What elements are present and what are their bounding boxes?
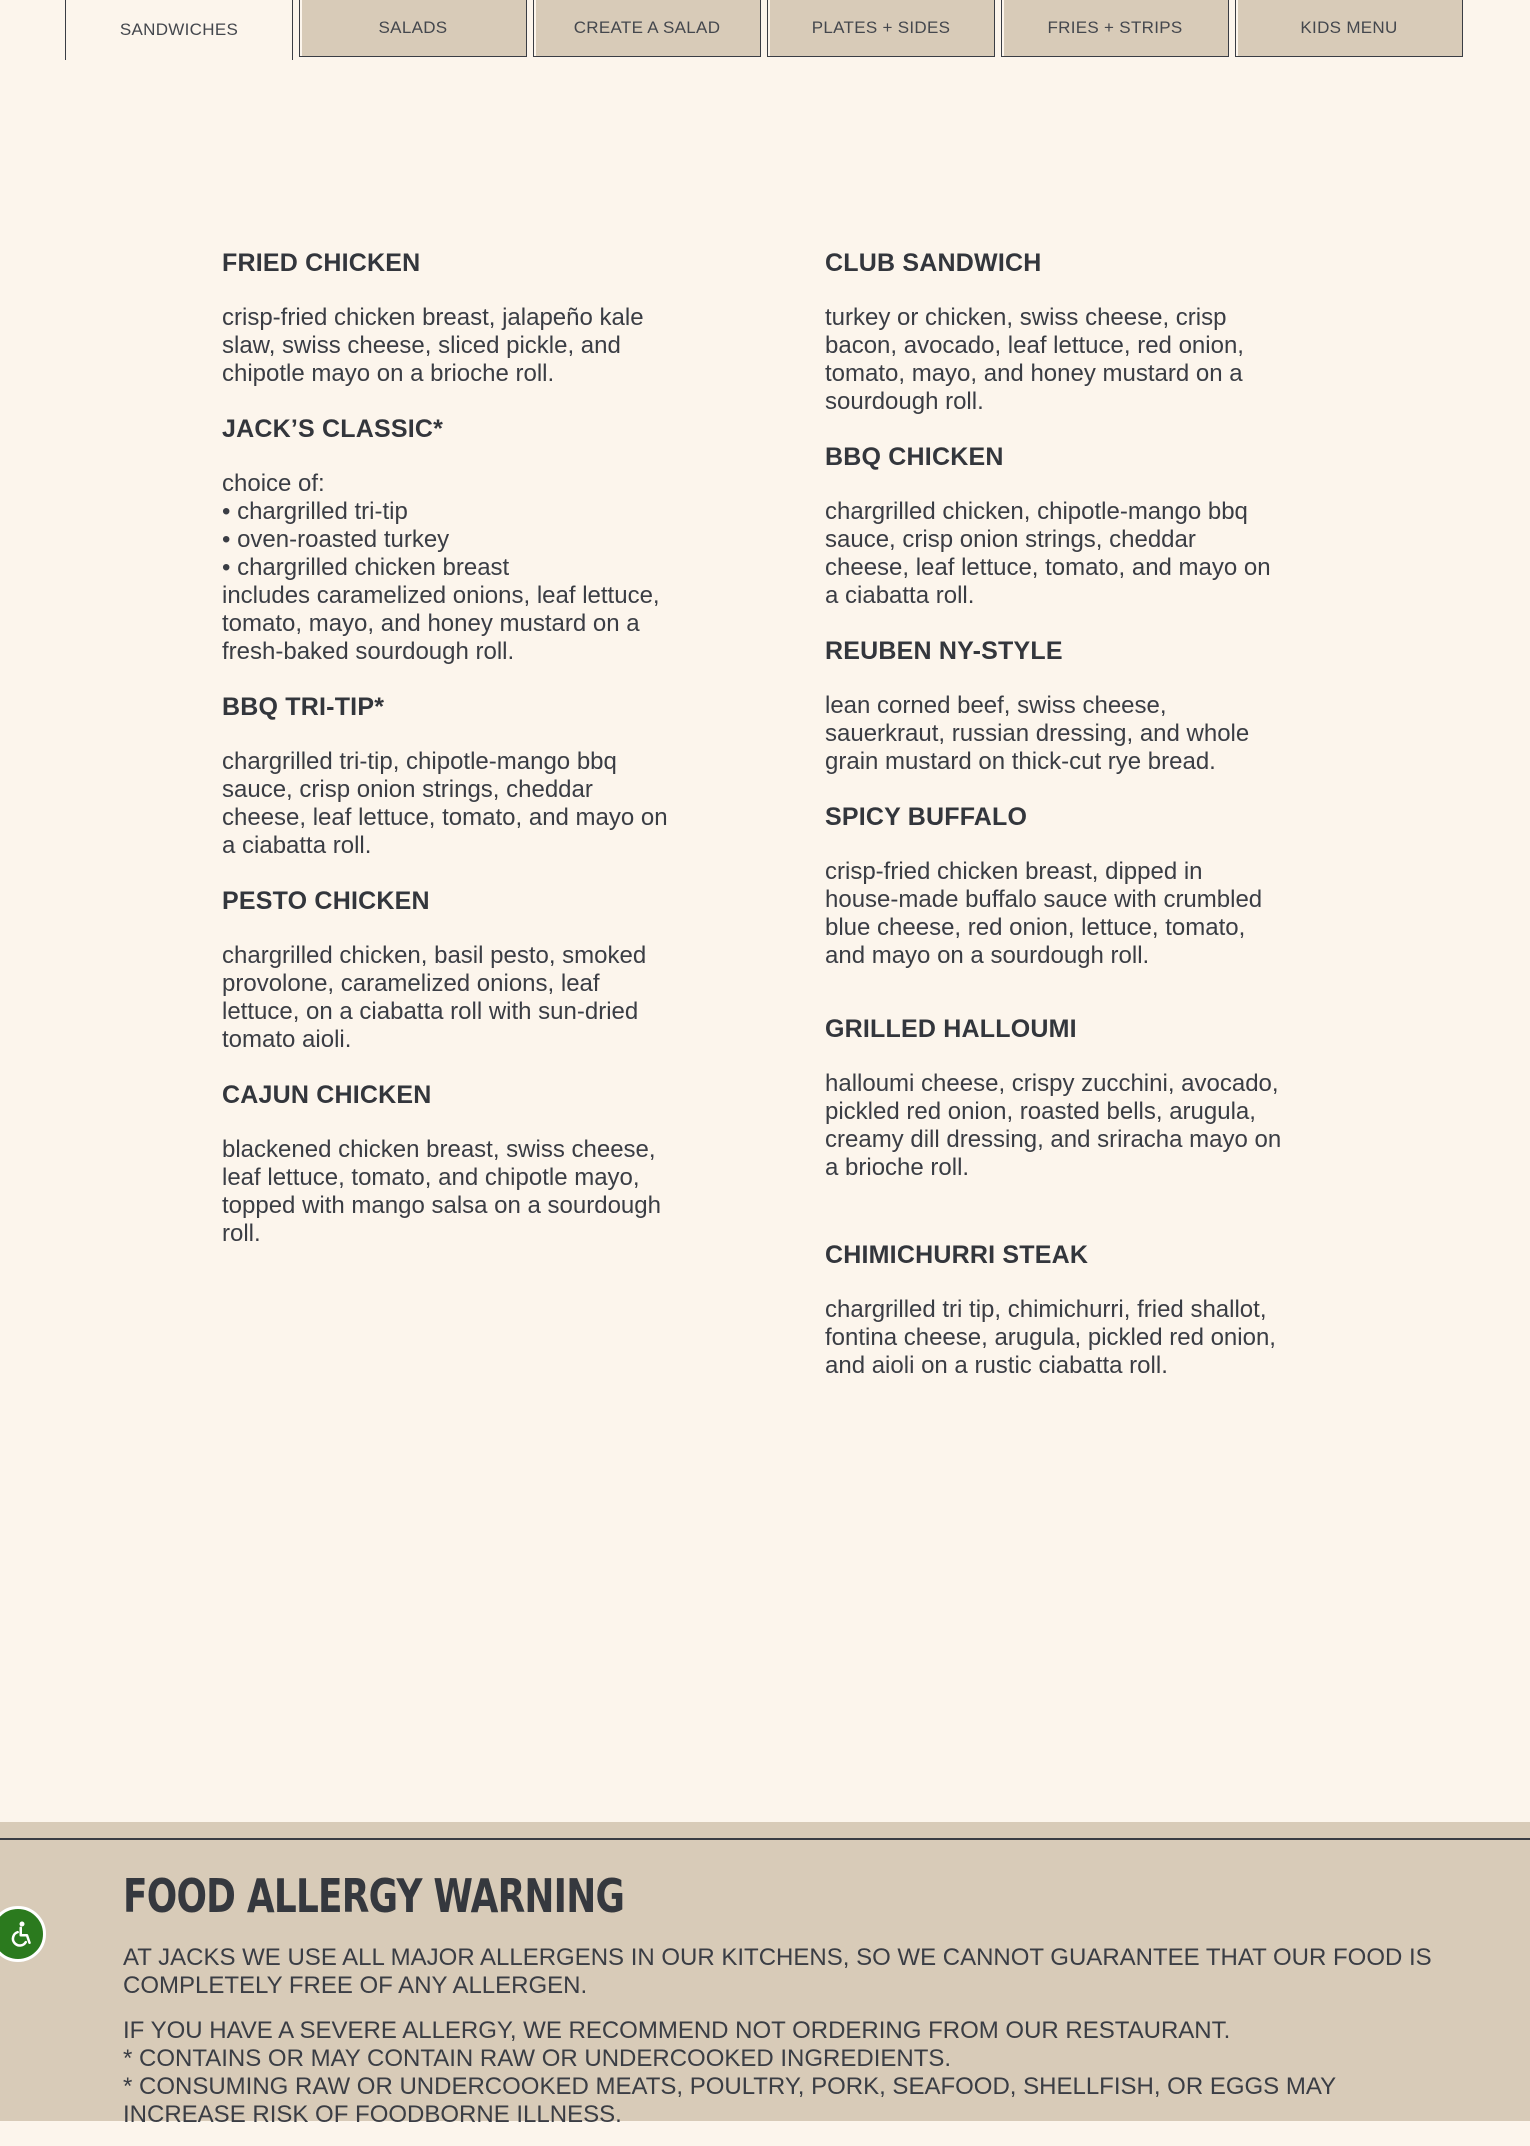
allergy-note: * CONSUMING RAW OR UNDERCOOKED MEATS, POULTRY, PORK, SEAFOOD, SHELLFISH, OR EGGS MAY INCREASE RISK OF FOODBORNE ILLNESS. (123, 2073, 1336, 2128)
tab-fries-strips[interactable]: FRIES + STRIPS (1001, 0, 1229, 57)
menu-item (825, 1240, 1315, 1380)
menu-item (222, 248, 712, 388)
menu-item-name: CAJUN CHICKEN (222, 1081, 432, 1109)
menu-item-description: lean corned beef, swiss cheese, sauerkraut, russian dressing, and whole grain mustard on thick-cut rye bread. (825, 692, 1250, 775)
tab-sandwiches[interactable]: SANDWICHES (65, 0, 293, 60)
menu-item-description: crisp-fried chicken breast, jalapeño kale slaw, swiss cheese, sliced pickle, and chipotle mayo on a brioche roll. (222, 304, 644, 387)
menu-item-name: CHIMICHURRI STEAK (825, 1241, 1089, 1269)
menu-item (222, 886, 712, 1054)
tab-kids-menu[interactable]: KIDS MENU (1235, 0, 1463, 57)
menu-item-description: turkey or chicken, swiss cheese, crisp bacon, avocado, leaf lettuce, red onion, tomato, mayo, and honey mustard on a sourdough roll. (825, 304, 1244, 415)
menu-item (825, 248, 1315, 416)
menu-tabs (65, 0, 1465, 60)
menu-item (825, 802, 1315, 970)
menu-item (825, 442, 1315, 610)
menu-item-name: JACK’S CLASSIC* (222, 415, 444, 443)
menu-item-name: SPICY BUFFALO (825, 803, 1028, 831)
menu-item-name: FRIED CHICKEN (222, 249, 421, 277)
allergy-note: * CONTAINS OR MAY CONTAIN RAW OR UNDERCOOKED INGREDIENTS. (123, 2045, 952, 2072)
menu-item (222, 1080, 712, 1248)
menu-item-description: blackened chicken breast, swiss cheese, leaf lettuce, tomato, and chipotle mayo, topped with mango salsa on a sourdough roll. (222, 1136, 661, 1247)
menu-column-left (222, 248, 712, 1274)
menu-item (222, 414, 712, 666)
menu-item-name: BBQ CHICKEN (825, 443, 1004, 471)
menu-item-description: halloumi cheese, crispy zucchini, avocado, pickled red onion, roasted bells, arugula, creamy dill dressing, and sriracha mayo on a brioche roll. (825, 1070, 1282, 1181)
menu-item-name: GRILLED HALLOUMI (825, 1015, 1077, 1043)
allergy-note: IF YOU HAVE A SEVERE ALLERGY, WE RECOMMEND NOT ORDERING FROM OUR RESTAURANT. (123, 2017, 1231, 2044)
menu-item-description: chargrilled tri-tip, chipotle-mango bbq sauce, crisp onion strings, cheddar cheese, leaf lettuce, tomato, and mayo on a ciabatta roll. (222, 748, 668, 859)
menu-item (222, 692, 712, 860)
menu-item-description: crisp-fried chicken breast, dipped in house-made buffalo sauce with crumbled blue cheese, red onion, lettuce, tomato, and mayo on a sourdough roll. (825, 858, 1263, 969)
menu-item (825, 636, 1315, 776)
menu-item-name: CLUB SANDWICH (825, 249, 1042, 277)
tab-salads[interactable]: SALADS (299, 0, 527, 57)
menu-item-name: PESTO CHICKEN (222, 887, 430, 915)
footer-divider (0, 1838, 1530, 1840)
menu-item-name: BBQ TRI-TIP* (222, 693, 385, 721)
menu-item (825, 1014, 1315, 1182)
menu-column-right (825, 248, 1315, 1406)
tab-create-a-salad[interactable]: CREATE A SALAD (533, 0, 761, 57)
allergy-warning-footer (0, 1822, 1530, 2128)
allergy-warning-text (123, 1944, 1453, 2146)
menu-item-description: choice of: • chargrilled tri-tip • oven-roasted turkey • chargrilled chicken breast includes caramelized onions, leaf lettuce, tomato, mayo, and honey mustard on a fresh-baked sourdough roll. (222, 470, 660, 665)
wheelchair-icon (7, 1919, 37, 1949)
allergy-warning-paragraph: AT JACKS WE USE ALL MAJOR ALLERGENS IN OUR KITCHENS, SO WE CANNOT GUARANTEE THAT OUR FOOD IS COMPLETELY FREE OF ANY ALLERGEN. (123, 1944, 1432, 1999)
menu-item-name: REUBEN NY-STYLE (825, 637, 1063, 665)
tab-plates-sides[interactable]: PLATES + SIDES (767, 0, 995, 57)
allergy-warning-title: FOOD ALLERGY WARNING (123, 1869, 625, 1923)
allergy-warning-notes (123, 2017, 1453, 2129)
menu-item-description: chargrilled tri tip, chimichurri, fried shallot, fontina cheese, arugula, pickled red onion, and aioli on a rustic ciabatta roll. (825, 1296, 1276, 1379)
menu-item-description: chargrilled chicken, basil pesto, smoked provolone, caramelized onions, leaf lettuce, on a ciabatta roll with sun-dried tomato aioli. (222, 942, 647, 1053)
menu-item-description: chargrilled chicken, chipotle-mango bbq sauce, crisp onion strings, cheddar cheese, leaf lettuce, tomato, and mayo on a ciabatta roll. (825, 498, 1271, 609)
